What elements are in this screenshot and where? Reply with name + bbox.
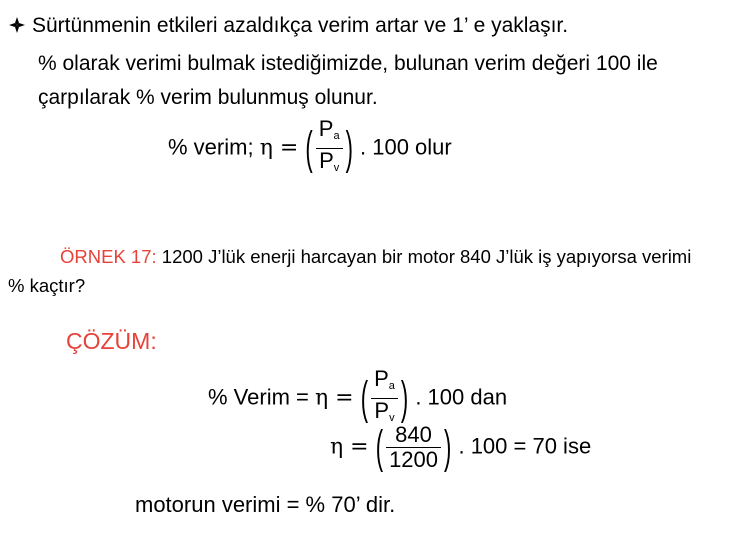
formula-prefix: % verim; bbox=[168, 134, 254, 160]
right-paren: ) bbox=[345, 121, 353, 174]
bullet-text-line-2: % olarak verimi bulmak istediğimizde, bulunan verim değeri 100 ile bbox=[38, 52, 658, 75]
eq2-left-paren: ( bbox=[375, 420, 384, 473]
formula-fraction bbox=[316, 118, 343, 179]
frac-numerator-sub: a bbox=[333, 130, 340, 142]
solution-equation-1 bbox=[208, 368, 507, 429]
eq2-denominator: 1200 bbox=[389, 447, 439, 472]
verim-formula bbox=[168, 118, 452, 179]
example-text-1: 1200 J’lük enerji harcayan bir motor 840 J’lük iş yapıyorsa verimi bbox=[161, 246, 692, 267]
bullet-text-line-3: çarpılarak % verim bulunmuş olunur. bbox=[38, 86, 378, 109]
eq1-prefix: % Verim = bbox=[208, 384, 309, 410]
eq1-left-paren: ( bbox=[360, 371, 369, 424]
formula-eta: η = bbox=[259, 135, 299, 161]
eq2-numerator: 840 bbox=[386, 424, 441, 448]
conclusion: motorun verimi = % 70’ dir. bbox=[135, 492, 396, 517]
eq2-suffix: . 100 = 70 ise bbox=[458, 433, 592, 459]
eq1-denominator-sub: v bbox=[389, 412, 395, 424]
eq1-right-paren: ) bbox=[400, 371, 409, 424]
left-paren: ( bbox=[305, 121, 313, 174]
eq1-numerator: P bbox=[374, 366, 389, 391]
eq2-right-paren: ) bbox=[444, 420, 452, 473]
eq2-eta: η = bbox=[330, 434, 369, 460]
frac-denominator-sub: v bbox=[333, 162, 340, 174]
example-text-2: % kaçtır? bbox=[8, 275, 86, 296]
eq1-denominator: P bbox=[374, 398, 390, 423]
frac-numerator: P bbox=[318, 116, 334, 141]
diamond-bullet-icon bbox=[8, 15, 26, 33]
example-label: ÖRNEK 17: bbox=[60, 246, 157, 267]
eq1-eta: η = bbox=[315, 385, 354, 411]
example-line-1 bbox=[60, 246, 691, 268]
eq1-suffix: . 100 dan bbox=[415, 384, 508, 410]
bullet-text-line-1: Sürtünmenin etkileri azaldıkça verim artar ve 1’ e yaklaşır. bbox=[32, 14, 569, 37]
eq1-numerator-sub: a bbox=[388, 380, 395, 392]
frac-denominator: P bbox=[319, 148, 334, 173]
solution-heading: ÇÖZÜM: bbox=[66, 328, 157, 354]
formula-suffix: . 100 olur bbox=[360, 134, 452, 160]
bullet-line-1 bbox=[8, 13, 568, 39]
solution-equation-2 bbox=[330, 420, 592, 473]
eq2-fraction bbox=[386, 424, 441, 471]
